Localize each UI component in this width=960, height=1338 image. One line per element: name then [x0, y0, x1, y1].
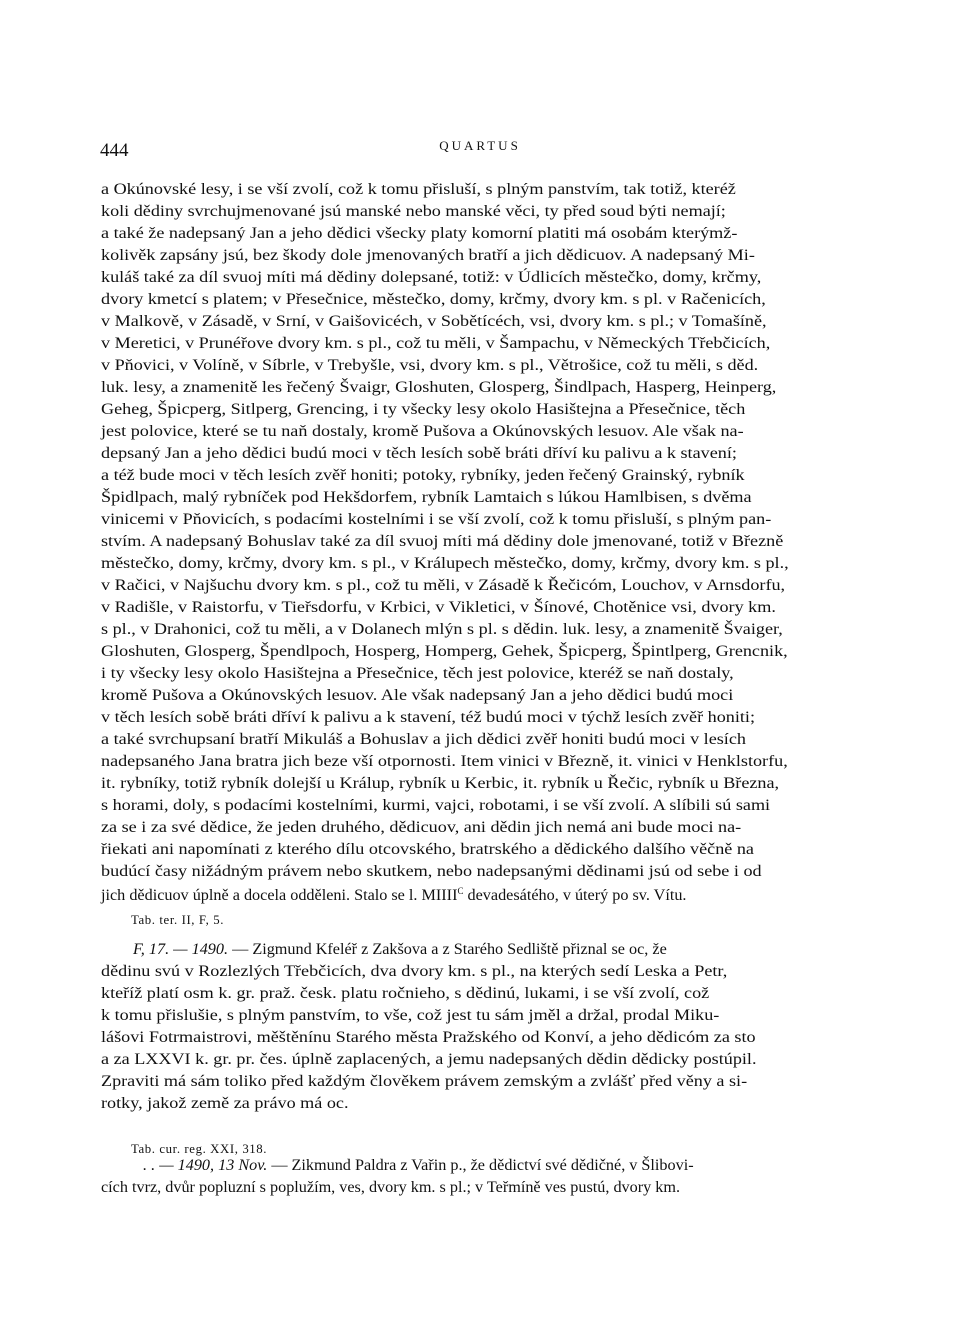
text-line: lášovi Fotrmaistrovi, měštěnínu Starého města Pražského od Konví, a jeho dědicóm za sto [101, 1028, 756, 1046]
text-line: v Meretici, v Prunéřove dvory km. s pl., což tu měli, v Šampachu, v Německých Třebčicích, [101, 334, 771, 352]
running-title: QUARTUS [439, 138, 521, 153]
text-line: vinicemi v Pňovicích, s podacími kostelními i se vší zvolí, což k tomu přisluší, s plným pan- [101, 510, 772, 528]
text-line: řiekati ani napomínati z kterého dílu otcovského, bratrského a dědického dalšího věčně na [101, 840, 754, 858]
text-line: nadepsaného Jana bratra jich beze vší otpornosti. Item vinici v Březně, it. vinici v Henklstorfu, [101, 752, 788, 770]
text-line: za se i za své dědice, že jeden druhého, dědicuov, ani dědin jich nemá ani bude moci na- [101, 818, 742, 836]
source-reference: Tab. ter. II, F, 5. [131, 913, 224, 927]
page-number: 444 [100, 140, 129, 161]
superscript: C [457, 886, 464, 896]
text-line: cích tvrz, dvůr popluzní s poplužím, ves, dvory km. s pl.; v Teřmíně ves pustú, dvory km. [101, 1178, 680, 1196]
text-line: k tomu přislušie, s plným panstvím, to vše, což jest tu sám jměl a držal, prodal Miku- [101, 1006, 720, 1024]
text-line: i ty všecky lesy okolo Hasištejna a Přesečnice, těch jest polovice, kteréž se naň dostaly, [101, 664, 734, 682]
text-line [101, 884, 686, 906]
text-line: dvory kmetcí s platem; v Přesečnice, městečko, domy, krčmy, dvory km. s pl. v Račenicích, [101, 290, 766, 308]
entry-text: — Zigmund Kfeléř z Zakšova a z Starého Sedliště přiznal se oc, že [228, 940, 667, 958]
text-line: rotky, jakož země za právo má oc. [101, 1094, 349, 1112]
text-line: v Radišle, v Raistorfu, v Tieřsdorfu, v Krbici, v Vikletici, v Šínové, Chotěnice vsi, dvory km. [101, 598, 776, 616]
text-line: a Okúnovské lesy, i se vší zvolí, což k tomu přisluší, s plným panstvím, tak totiž, kteréž [101, 180, 736, 198]
text-line: Zpraviti má sám toliko před každým člověkem právem zemským a zvlášť před věny a si- [101, 1072, 748, 1090]
source-reference: Tab. cur. reg. XXI, 318. [131, 1142, 268, 1156]
text-line: kteříž platí osm k. gr. praž. česk. platu ročnieho, s dědinú, lukami, i se vší zvolí, což [101, 984, 710, 1002]
text-line: kuláš také za díl svuoj míti má dědiny dolepsané, totiž: v Údlicích městečko, domy, krčmy, [101, 268, 762, 286]
text-line: dědinu svú v Rozlezlých Třebčicích, dva dvory km. s pl., na kterých sedí Leska a Petr, [101, 962, 728, 980]
entry-heading: . . — 1490, 13 Nov. [143, 1156, 268, 1174]
text-line: s pl., v Drahonici, což tu měli, a v Dolanech mlýn s pl. s dědin. luk. lesy, a znamenitě Švaiger, [101, 620, 783, 638]
text-line: kolivěk zapsány jsú, bez škody dole jmenovaných bratří a jich dědicuov. A nadepsaný Mi- [101, 246, 755, 264]
text-line: kromě Pušova a Okúnovských lesuov. Ale však nadepsaný Jan a jeho dědici budú moci [101, 686, 734, 704]
text-line: luk. lesy, a znamenitě les řečený Švaigr, Gloshuten, Glosperg, Šindlpach, Hasperg, Heinperg, [101, 378, 777, 396]
text-line: budúcí časy nižádným právem nebo skutkem, nebo nadepsanými dědinami jsú od sebe i od [101, 862, 762, 880]
text-line: v Pňovici, v Volíně, v Síbrle, v Trebyšle, vsi, dvory km. s pl., Větrošice, což tu měli, s děd. [101, 356, 759, 374]
text-line: v Malkově, v Zásadě, v Srní, v Gaišovicéch, v Sobětícéch, vsi, dvory km. s pl.; v Tomašíně, [101, 312, 767, 330]
closing-text: jich dědicuov úplně a docela odděleni. Stalo se l. MIIII [101, 886, 458, 904]
entry-first-line [133, 938, 667, 960]
text-line: koli dědiny svrchujmenované jsú manské nebo manské věci, ty před soud býti nemají; [101, 202, 726, 220]
entry-heading: F, 17. — 1490. [133, 940, 229, 958]
text-line: depsaný Jan a jeho dědici budú moci v těch lesích sobě bráti dříví ku palivu a k stavení; [101, 444, 737, 462]
closing-text: devadesátého, v úterý po sv. Vítu. [463, 886, 687, 904]
text-line: a také svrchupsaní bratří Mikuláš a Bohuslav a jich dědici zvěř honiti budú moci v lesích [101, 730, 746, 748]
text-line: v Račici, v Najšuchu dvory km. s pl., což tu měli, v Zásadě k Řečicóm, Louchov, v Arnsdorfu, [101, 576, 786, 594]
text-line: it. rybníky, totiž rybník dolejší u Králup, rybník u Kerbic, it. rybník u Řečic, rybník u Března, [101, 774, 780, 792]
text-line: Geheg, Špicperg, Sitlperg, Grencing, i ty všecky lesy okolo Hasištejna a Přesečnice, těch [101, 400, 746, 418]
text-line: a za LXXVI k. gr. pr. čes. úplně zaplacených, a jemu nadepsaných dědin dědicky postúpil. [101, 1050, 757, 1068]
text-line: Špidlpach, malý rybníček pod Hekšdorfem, rybník Lamtaich s lúkou Hamlbisen, s dvěma [101, 488, 752, 506]
text-line: v těch lesích sobě bráti dříví k palivu a k stavení, též budú moci v týchž lesích zvěř honiti; [101, 708, 756, 726]
text-line: jest polovice, které se tu naň dostaly, kromě Pušova a Okúnovských lesuov. Ale však na- [101, 422, 744, 440]
text-line: stvím. A nadepsaný Bohuslav také za díl svuoj míti má dědiny dole jmenované, totiž v Březně [101, 532, 784, 550]
text-line: a též bude moci v těch lesích zvěř honiti; potoky, rybníky, jeden řečený Grainský, rybník [101, 466, 745, 484]
text-line: městečko, domy, krčmy, dvory km. s pl., v Králupech městečko, domy, krčmy, dvory km. s pl., [101, 554, 789, 572]
entry-text: — Zikmund Paldra z Vařin p., že dědictví své dědičné, v Šlibovi- [267, 1156, 694, 1174]
text-line: s horami, doly, s podacími kostelními, kurmi, vajci, robotami, i se vší zvolí. A slíbili sú sami [101, 796, 771, 814]
text-line: a také že nadepsaný Jan a jeho dědici všecky platy komorní platiti má osobám kterýmž- [101, 224, 738, 242]
entry-first-line [143, 1154, 694, 1176]
text-line: Gloshuten, Glosperg, Špendlpoch, Hosperg, Homperg, Gehek, Špicperg, Špintlperg, Grencnik, [101, 642, 788, 660]
